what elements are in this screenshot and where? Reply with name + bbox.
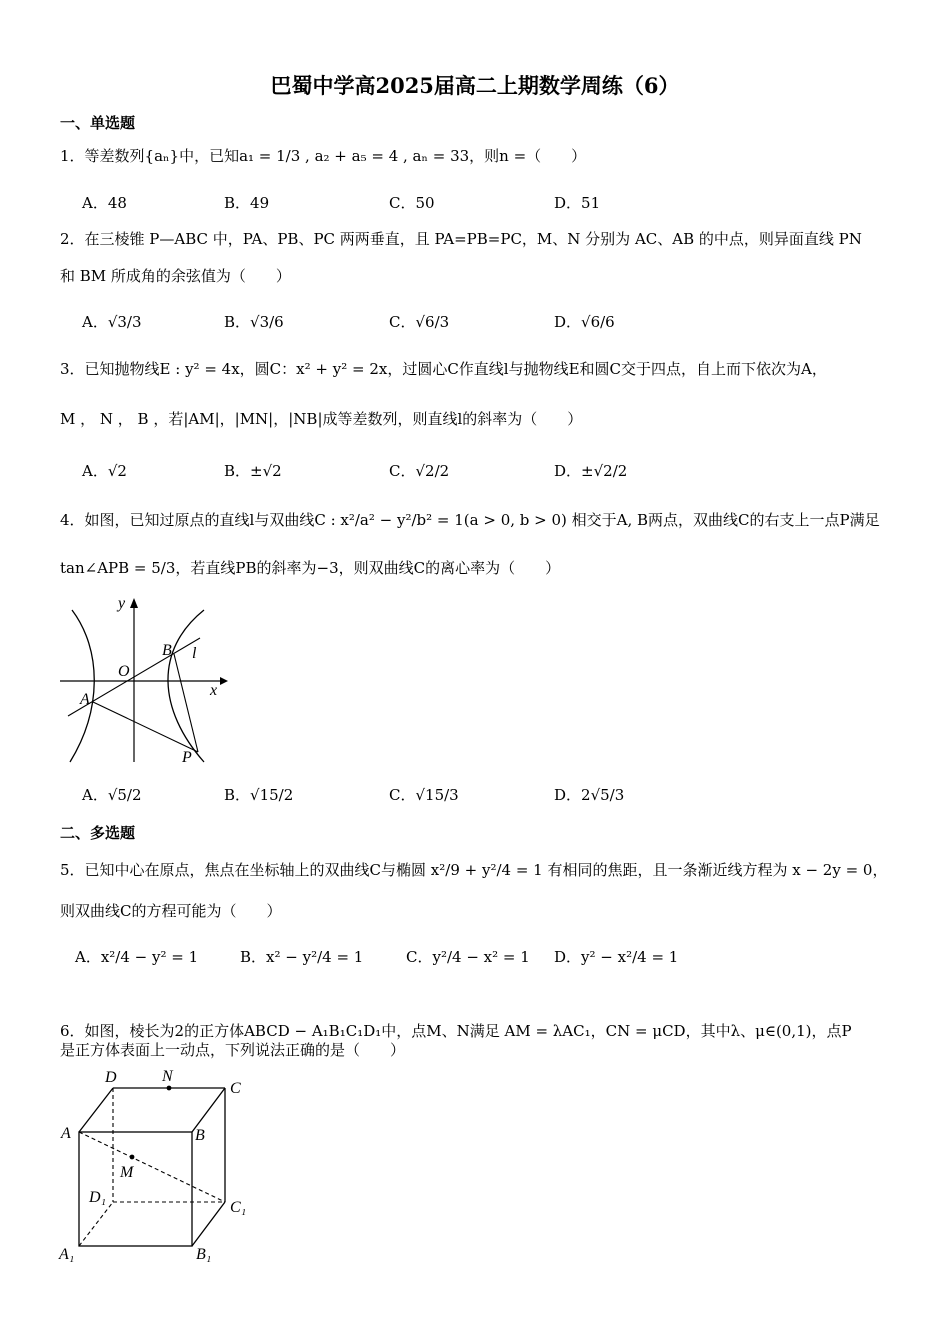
hyperbola-right-branch xyxy=(168,610,204,762)
q2-option-c: C．√6/3 xyxy=(389,313,450,331)
label-b: B xyxy=(195,1127,205,1144)
cube-figure xyxy=(55,1066,255,1266)
question-4-line1: 4．如图，已知过原点的直线l与双曲线C : x²/a² − y²/b² = 1(a > 0, b > 0) 相交于A, B两点，双曲线C的右支上一点P满足 xyxy=(60,511,880,529)
hyperbola-figure xyxy=(58,592,228,770)
q5-option-d: D．y² − x²/4 = 1 xyxy=(554,948,679,966)
label-m: M xyxy=(120,1164,134,1181)
q1-option-c: C．50 xyxy=(389,194,435,212)
q5-option-a: A．x²/4 − y² = 1 xyxy=(75,948,199,966)
q2-option-a: A．√3/3 xyxy=(82,313,142,331)
q5-option-c: C．y²/4 − x² = 1 xyxy=(406,948,530,966)
label-o: O xyxy=(118,663,130,680)
q4-option-a: A．√5/2 xyxy=(82,786,142,804)
question-4-line2: tan∠APB = 5/3，若直线PB的斜率为−3，则双曲线C的离心率为（ ） xyxy=(60,559,561,577)
question-6-line2: 是正方体表面上一动点，下列说法正确的是（ ） xyxy=(60,1041,406,1059)
q4-option-d: D．2√5/3 xyxy=(554,786,625,804)
label-b1: B₁ xyxy=(196,1246,212,1263)
point-m xyxy=(130,1155,135,1160)
label-p: P xyxy=(182,749,192,766)
page-title: 巴蜀中学高2025届高二上期数学周练（6） xyxy=(270,73,680,98)
q5-option-b: B．x² − y²/4 = 1 xyxy=(240,948,364,966)
question-3-line1: 3．已知抛物线E : y² = 4x，圆C：x² + y² = 2x，过圆心C作直线l与抛物线E和圆C交于四点，自上而下依次为A， xyxy=(60,360,827,378)
y-axis-arrow-icon xyxy=(130,598,138,608)
question-5-line2: 则双曲线C的方程可能为（ ） xyxy=(60,902,282,920)
label-a1: A₁ xyxy=(59,1246,75,1263)
q3-option-b: B．±√2 xyxy=(224,462,282,480)
q1-option-a: A．48 xyxy=(82,194,127,212)
edge-bc xyxy=(192,1088,225,1132)
question-1-stem: 1．等差数列{aₙ}中，已知a₁ = 1/3 , a₂ + a₅ = 4 , aₙ = 33，则n =（ ） xyxy=(60,147,587,165)
edge-ad xyxy=(79,1088,113,1132)
label-c1: C₁ xyxy=(230,1199,247,1216)
label-a: A xyxy=(80,691,90,708)
label-l: l xyxy=(192,645,197,662)
section-single-choice: 一、单选题 xyxy=(60,114,136,132)
label-a: A xyxy=(61,1125,71,1142)
point-n xyxy=(167,1086,172,1091)
question-6-line1: 6．如图，棱长为2的正方体ABCD − A₁B₁C₁D₁中，点M、N满足 AM = λAC₁，CN = μCD，其中λ、μ∈(0,1)，点P xyxy=(60,1022,852,1040)
label-n: N xyxy=(162,1068,173,1085)
q4-option-b: B．√15/2 xyxy=(224,786,294,804)
x-axis-arrow-icon xyxy=(220,677,228,685)
q2-option-d: D．√6/6 xyxy=(554,313,615,331)
question-2-line2: 和 BM 所成角的余弦值为（ ） xyxy=(60,267,291,285)
q1-option-b: B．49 xyxy=(224,194,270,212)
label-b: B xyxy=(162,642,172,659)
question-5-line1: 5．已知中心在原点，焦点在坐标轴上的双曲线C与椭圆 x²/9 + y²/4 = 1 有相同的焦距，且一条渐近线方程为 x − 2y = 0， xyxy=(60,861,888,879)
edge-a1d1 xyxy=(79,1202,113,1246)
hyperbola-left-branch xyxy=(70,610,94,762)
label-c: C xyxy=(230,1080,241,1097)
q4-option-c: C．√15/3 xyxy=(389,786,459,804)
label-d: D xyxy=(105,1069,117,1086)
question-2-line1: 2．在三棱锥 P—ABC 中，PA、PB、PC 两两垂直，且 PA=PB=PC，M、N 分别为 AC、AB 的中点，则异面直线 PN xyxy=(60,230,862,248)
q2-option-b: B．√3/6 xyxy=(224,313,284,331)
edge-b1c1 xyxy=(192,1202,225,1246)
q3-option-d: D．±√2/2 xyxy=(554,462,628,480)
q3-option-c: C．√2/2 xyxy=(389,462,450,480)
label-y: y xyxy=(118,595,126,612)
label-d1: D₁ xyxy=(89,1189,107,1206)
q1-option-d: D．51 xyxy=(554,194,601,212)
q3-option-a: A．√2 xyxy=(82,462,127,480)
section-multiple-choice: 二、多选题 xyxy=(60,824,136,842)
question-3-line2: M ， N ， B ，若|AM|，|MN|，|NB|成等差数列，则直线l的斜率为（ ） xyxy=(60,410,583,428)
label-x: x xyxy=(210,682,218,699)
segment-ap xyxy=(93,702,198,752)
